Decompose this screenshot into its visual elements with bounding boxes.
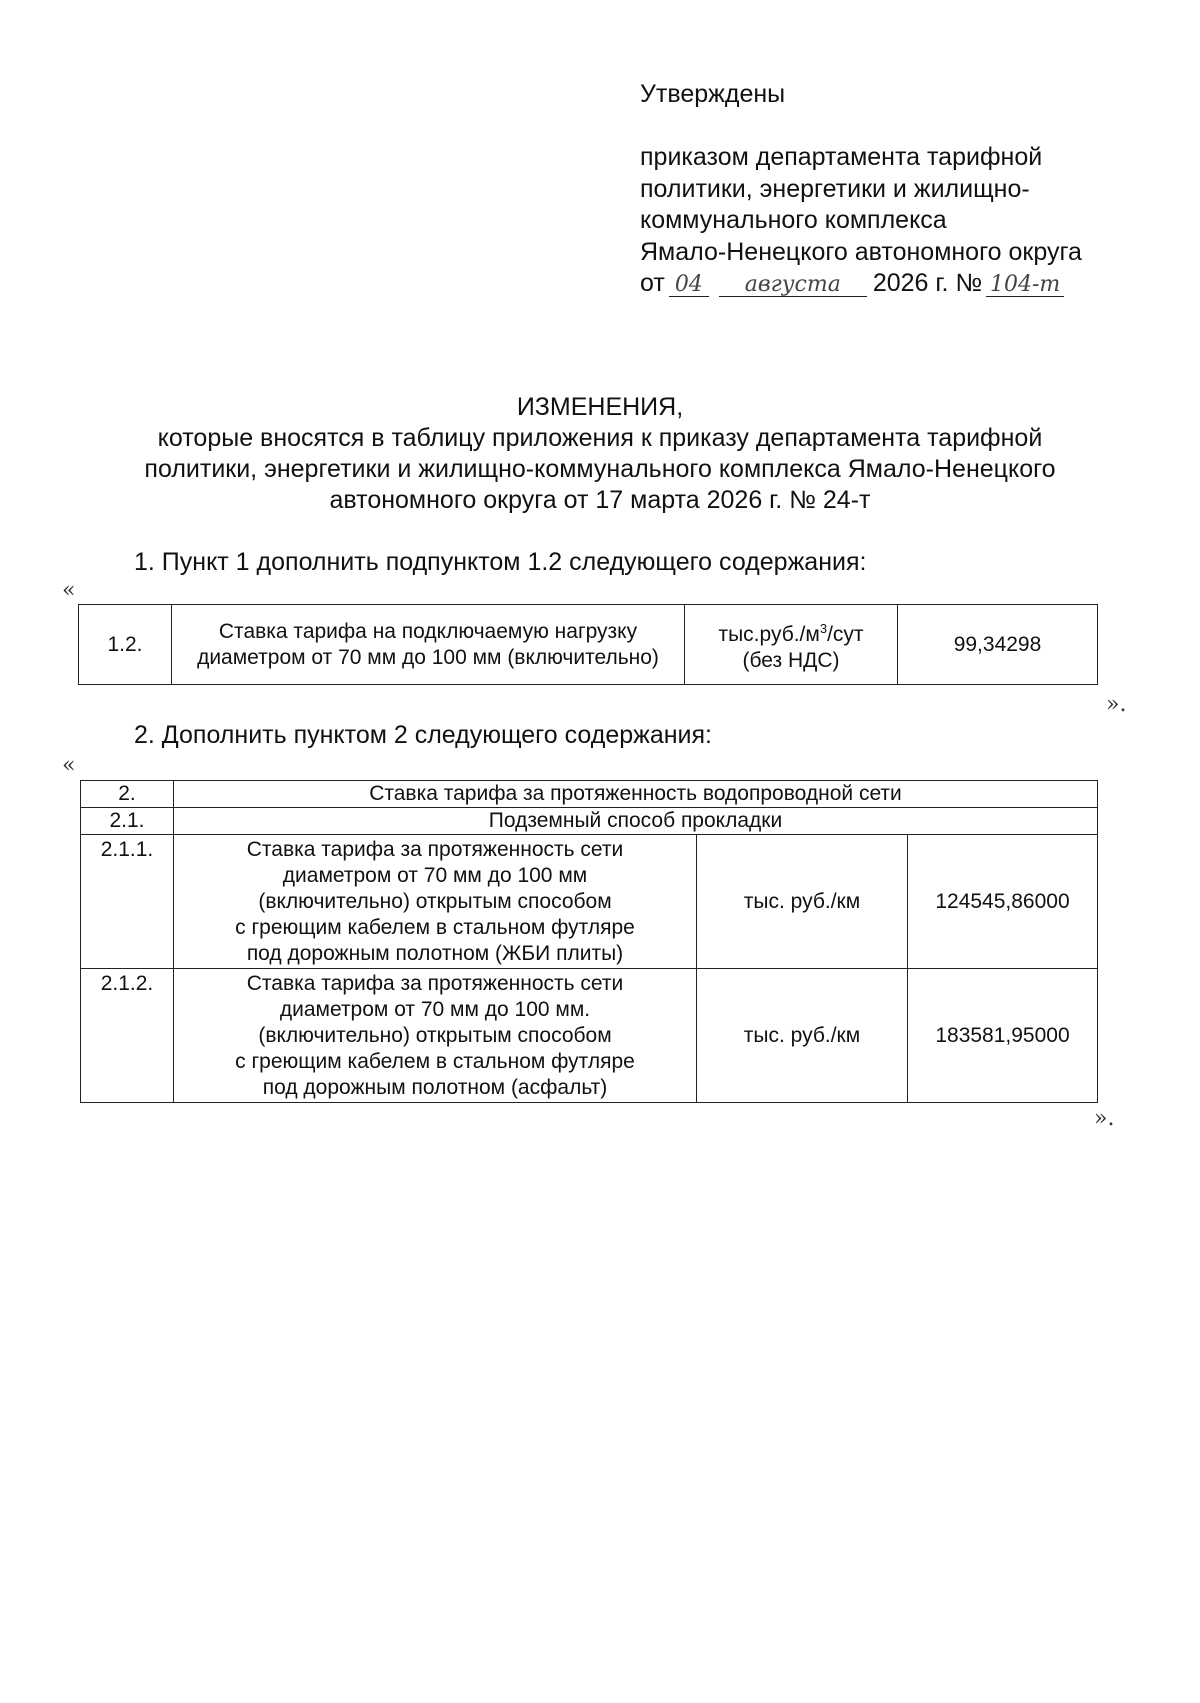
handwritten-month: августа xyxy=(719,274,867,297)
approval-order-line: коммунального комплекса xyxy=(640,206,947,234)
description-line: с греющим кабелем в стальном футляре xyxy=(235,915,635,939)
description-line: диаметром от 70 мм до 100 мм. xyxy=(279,997,591,1021)
item2-open-quote: « xyxy=(62,753,76,778)
document-subtitle xyxy=(60,423,1140,516)
date-prefix: от xyxy=(640,269,665,297)
unit-tail: /сут xyxy=(827,622,864,646)
row-value: 183581,95000 xyxy=(908,969,1098,1103)
description-line: (включительно) открытым способом xyxy=(258,1023,612,1047)
item1-close-quote: ». xyxy=(1106,692,1127,717)
approval-order-line: приказом департамента тарифной xyxy=(640,143,1043,171)
item2-close-quote: ». xyxy=(1094,1106,1115,1131)
handwritten-order-number: 104-т xyxy=(986,274,1064,297)
approval-order-line: Ямало-Ненецкого автономного округа xyxy=(640,237,1082,266)
row-code: 2.1.2. xyxy=(81,969,174,1103)
section-title: Ставка тарифа за протяженность водопроводной сети xyxy=(174,781,1098,808)
row-unit: тыс. руб./км xyxy=(697,969,908,1103)
table-row xyxy=(81,781,1098,808)
description-line: под дорожным полотном (ЖБИ плиты) xyxy=(246,941,624,965)
row-description: Ставка тарифа на подключаемую нагрузку диаметром от 70 мм до 100 мм (включительно) xyxy=(172,605,685,685)
row-description xyxy=(174,969,697,1103)
section-code: 2. xyxy=(81,781,174,808)
approval-order-line: политики, энергетики и жилищно- xyxy=(640,174,1030,203)
description-line: под дорожным полотном (асфальт) xyxy=(262,1075,608,1099)
subsection-title: Подземный способ прокладки xyxy=(174,808,1098,835)
subtitle-line: автономного округа от 17 марта 2026 г. № 24-т xyxy=(329,486,871,514)
unit-superscript: 3 xyxy=(819,620,828,636)
subsection-code: 2.1. xyxy=(81,808,174,835)
description-line: Ставка тарифа за протяженность сети xyxy=(246,837,624,861)
approval-title: Утверждены xyxy=(640,80,786,108)
unit-main xyxy=(691,616,891,648)
item1-text: 1. Пункт 1 дополнить подпунктом 1.2 следующего содержания: xyxy=(134,548,867,576)
item1-open-quote: « xyxy=(62,578,76,603)
description-line: Ставка тарифа за протяженность сети xyxy=(246,971,624,995)
table-row xyxy=(81,808,1098,835)
unit-text: тыс.руб./м xyxy=(718,622,820,646)
subtitle-line: которые вносятся в таблицу приложения к приказу департамента тарифной xyxy=(157,424,1043,452)
row-description xyxy=(174,835,697,969)
table-row xyxy=(81,835,1098,969)
approval-order-block xyxy=(640,142,1160,300)
handwritten-day: 04 xyxy=(669,274,709,297)
date-year: 2026 г. № xyxy=(872,269,983,297)
subtitle-line: политики, энергетики и жилищно-коммунального комплекса Ямало-Ненецкого xyxy=(144,455,1056,483)
row-value: 124545,86000 xyxy=(908,835,1098,969)
document-title: ИЗМЕНЕНИЯ, xyxy=(516,393,684,421)
item2-text: 2. Дополнить пунктом 2 следующего содержания: xyxy=(134,721,713,749)
item1-table xyxy=(78,604,1098,685)
row-code: 1.2. xyxy=(79,605,172,685)
row-value: 99,34298 xyxy=(898,605,1098,685)
table-row xyxy=(79,605,1098,685)
row-code: 2.1.1. xyxy=(81,835,174,969)
description-line: с греющим кабелем в стальном футляре xyxy=(235,1049,635,1073)
approval-date-line xyxy=(640,268,1160,300)
row-unit xyxy=(685,605,898,685)
description-line: диаметром от 70 мм до 100 мм xyxy=(282,863,588,887)
table-row xyxy=(81,969,1098,1103)
item2-table xyxy=(80,780,1098,1103)
unit-note: (без НДС) xyxy=(742,648,840,672)
description-line: (включительно) открытым способом xyxy=(258,889,612,913)
row-unit: тыс. руб./км xyxy=(697,835,908,969)
